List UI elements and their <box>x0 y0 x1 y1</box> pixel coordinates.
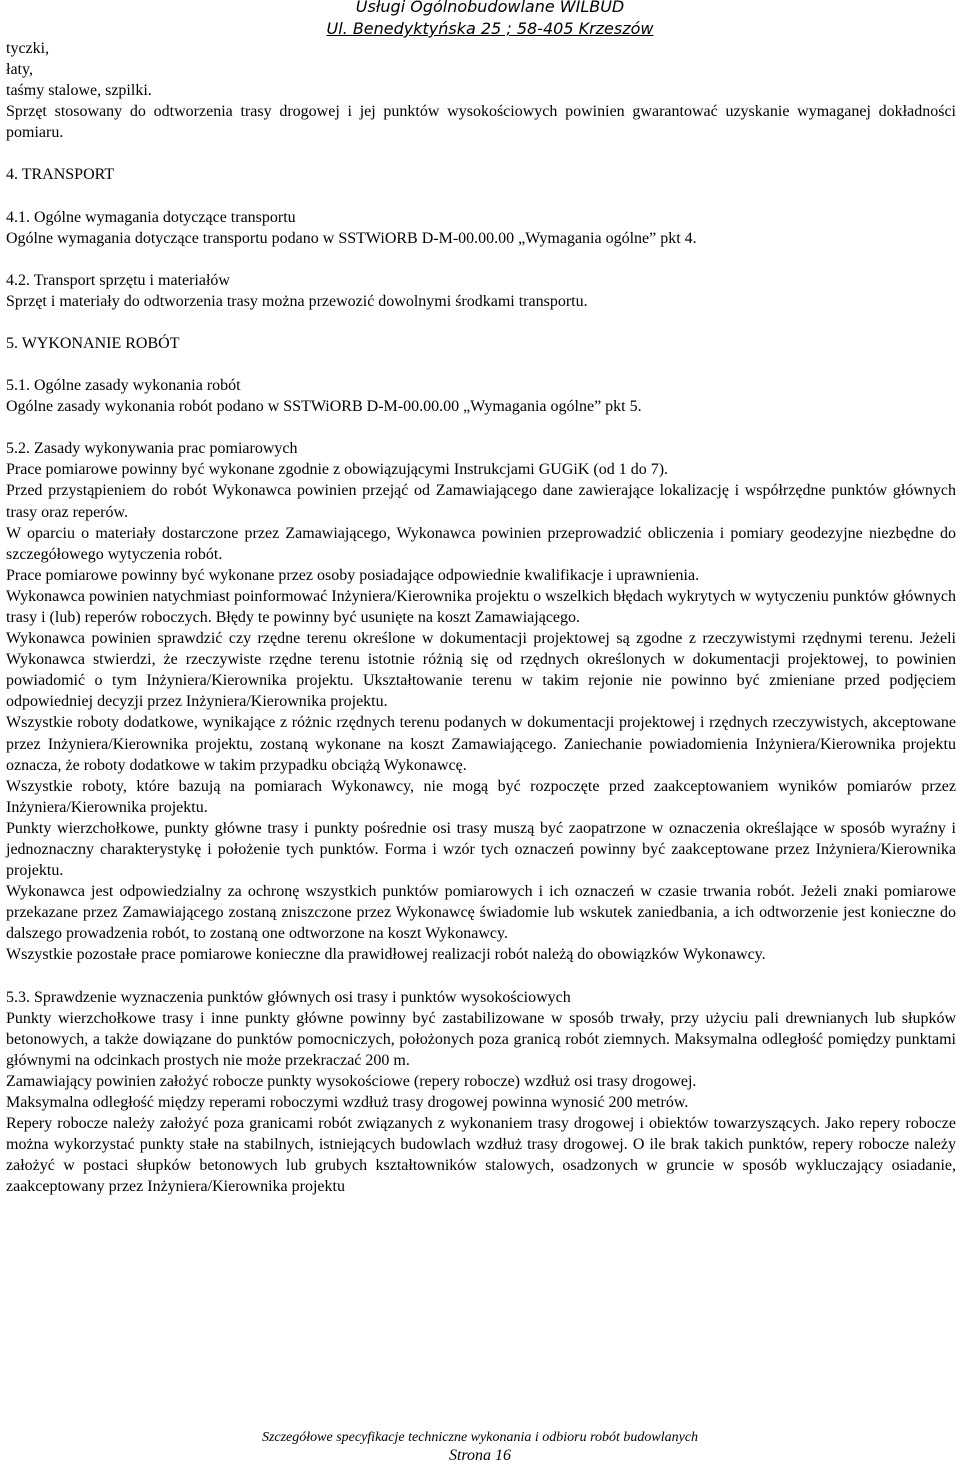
paragraph: Maksymalna odległość między reperami roboczymi wzdłuż trasy drogowej powinna wynosić 200 metrów. <box>6 1094 689 1112</box>
subsection-heading: 5.3. Sprawdzenie wyznaczenia punktów głównych osi trasy i punktów wysokościowych <box>6 988 571 1006</box>
paragraph: Punkty wierzchołkowe, punkty główne trasy i punkty pośrednie osi trasy muszą być zaopatrzone w oznaczenia określające w sposób wyraźny i jednoznaczny charakterystykę i położenie tych punktów. Forma i wzór tych oznaczeń powinny być zaakceptowane przez Inżyniera/Kierownika projektu. <box>6 819 956 880</box>
paragraph: Prace pomiarowe powinny być wykonane zgodnie z obowiązującymi Instrukcjami GUGiK (od 1 do 7). <box>6 461 669 479</box>
paragraph: Wykonawca jest odpowiedzialny za ochronę wszystkich punktów pomiarowych i ich oznaczeń w czasie trwania robót. Jeżeli znaki pomiarowe przekazane przez Zamawiającego zostaną zniszczone przez Wykonawcę świadomie lub wskutek zaniedbania, a ich odtworzenie jest konieczne do dalszego prowadzenia robót, to zostaną one odtworzone na koszt Wykonawcy. <box>6 883 956 943</box>
list-item: taśmy stalowe, szpilki. <box>6 82 152 100</box>
paragraph: Ogólne wymagania dotyczące transportu podano w SSTWiORB D-M-00.00.00 „Wymagania ogólne” pkt 4. <box>6 229 697 247</box>
list-item: tyczki, <box>6 40 50 57</box>
paragraph: Wszystkie roboty, które bazują na pomiarach Wykonawcy, nie mogą być rozpoczęte przed zaakceptowaniem wyników pomiarów przez Inżyniera/Kierownika projektu. <box>6 777 956 816</box>
subsection-heading: 4.1. Ogólne wymagania dotyczące transportu <box>6 208 296 226</box>
paragraph: Wszystkie pozostałe prace pomiarowe konieczne dla prawidłowej realizacji robót należą do obowiązków Wykonawcy. <box>6 946 766 964</box>
paragraph: W oparciu o materiały dostarczone przez Zamawiającego, Wykonawca powinien przeprowadzić obliczenia i pomiary geodezyjne niezbędne do szczegółowego wytyczenia robót. <box>6 524 956 563</box>
paragraph: Przed przystąpieniem do robót Wykonawca powinien przejąć od Zamawiającego dane zawierające lokalizację i współrzędne punktów głównych trasy oraz reperów. <box>6 482 956 521</box>
paragraph: Repery robocze należy założyć poza granicami robót związanych z wykonaniem trasy drogowej i obiektów towarzyszących. Jako repery robocze można wykorzystać punkty stałe na stabilnych, istniejących budowlach wzdłuż trasy drogowej. O ile brak takich punktów, repery robocze należy założyć w postaci słupków betonowych lub grubych kształtowników stalowych, osadzonych w gruncie w sposób wykluczający osiadanie, zaakceptowany przez Inżyniera/Kierownika projektu <box>6 1115 956 1196</box>
paragraph: Sprzęt stosowany do odtworzenia trasy drogowej i jej punktów wysokościowych powinien gwarantować uzyskanie wymaganej dokładności pomiaru. <box>6 103 956 142</box>
paragraph: Ogólne zasady wykonania robót podano w SSTWiORB D-M-00.00.00 „Wymagania ogólne” pkt 5. <box>6 398 642 416</box>
footer-document-title: Szczegółowe specyfikacje techniczne wykonania i odbioru robót budowlanych <box>261 1430 699 1445</box>
section-heading: 4. TRANSPORT <box>6 166 115 184</box>
document-body <box>6 38 956 1198</box>
header-address: Ul. Benedyktyńska 25 ; 58-405 Krzeszów <box>326 19 654 38</box>
paragraph: Wykonawca powinien sprawdzić czy rzędne terenu określone w dokumentacji projektowej są zgodne z rzeczywistymi rzędnymi terenu. Jeżeli Wykonawca stwierdzi, że rzeczywiste rzędne terenu istotnie różnią się od rzędnych określonych w dokumentacji projektowej, to powinien powiadomić o tym Inżyniera/Kierownika projektu. Ukształtowanie terenu w takim rejonie nie powinno być zmieniane przed podjęciem odpowiedniej decyzji przez Inżyniera/Kierownika projektu. <box>6 630 956 711</box>
list-item: łaty, <box>6 61 33 79</box>
subsection-heading: 4.2. Transport sprzętu i materiałów <box>6 271 230 289</box>
paragraph: Prace pomiarowe powinny być wykonane przez osoby posiadające odpowiednie kwalifikacje i uprawnienia. <box>6 566 700 584</box>
page-number: Strona 16 <box>448 1447 512 1464</box>
paragraph: Wykonawca powinien natychmiast poinformować Inżyniera/Kierownika projektu o wszelkich błędach wykrytych w wytyczeniu punktów głównych trasy i (lub) reperów roboczych. Błędy te powinny być usunięte na koszt Zamawiającego. <box>6 587 956 626</box>
paragraph: Zamawiający powinien założyć robocze punkty wysokościowe (repery robocze) wzdłuż osi trasy drogowej. <box>6 1072 697 1090</box>
subsection-heading: 5.1. Ogólne zasady wykonania robót <box>6 377 241 395</box>
subsection-heading: 5.2. Zasady wykonywania prac pomiarowych <box>6 440 298 458</box>
paragraph: Wszystkie roboty dodatkowe, wynikające z różnic rzędnych terenu podanych w dokumentacji projektowej i rzędnych rzeczywistych, akceptowane przez Inżyniera/Kierownika projektu, zostaną wykonane na koszt Zamawiającego. Zaniechanie powiadomienia Inżyniera/Kierownika projektu oznacza, że roboty dodatkowe w takim przypadku obciążą Wykonawcę. <box>6 714 956 774</box>
paragraph: Punkty wierzchołkowe trasy i inne punkty główne powinny być zastabilizowane w sposób trwały, przy użyciu pali drewnianych lub słupków betonowych, a także dowiązane do punktów pomocniczych, położonych poza granicą robót ziemnych. Maksymalna odległość pomiędzy punktami głównymi na odcinkach prostych nie może przekraczać 200 m. <box>6 1009 956 1069</box>
section-heading: 5. WYKONANIE ROBÓT <box>6 334 180 352</box>
header-company: Usługi Ogólnobudowlane WILBUD <box>355 0 625 16</box>
paragraph: Sprzęt i materiały do odtworzenia trasy można przewozić dowolnymi środkami transportu. <box>6 292 588 310</box>
